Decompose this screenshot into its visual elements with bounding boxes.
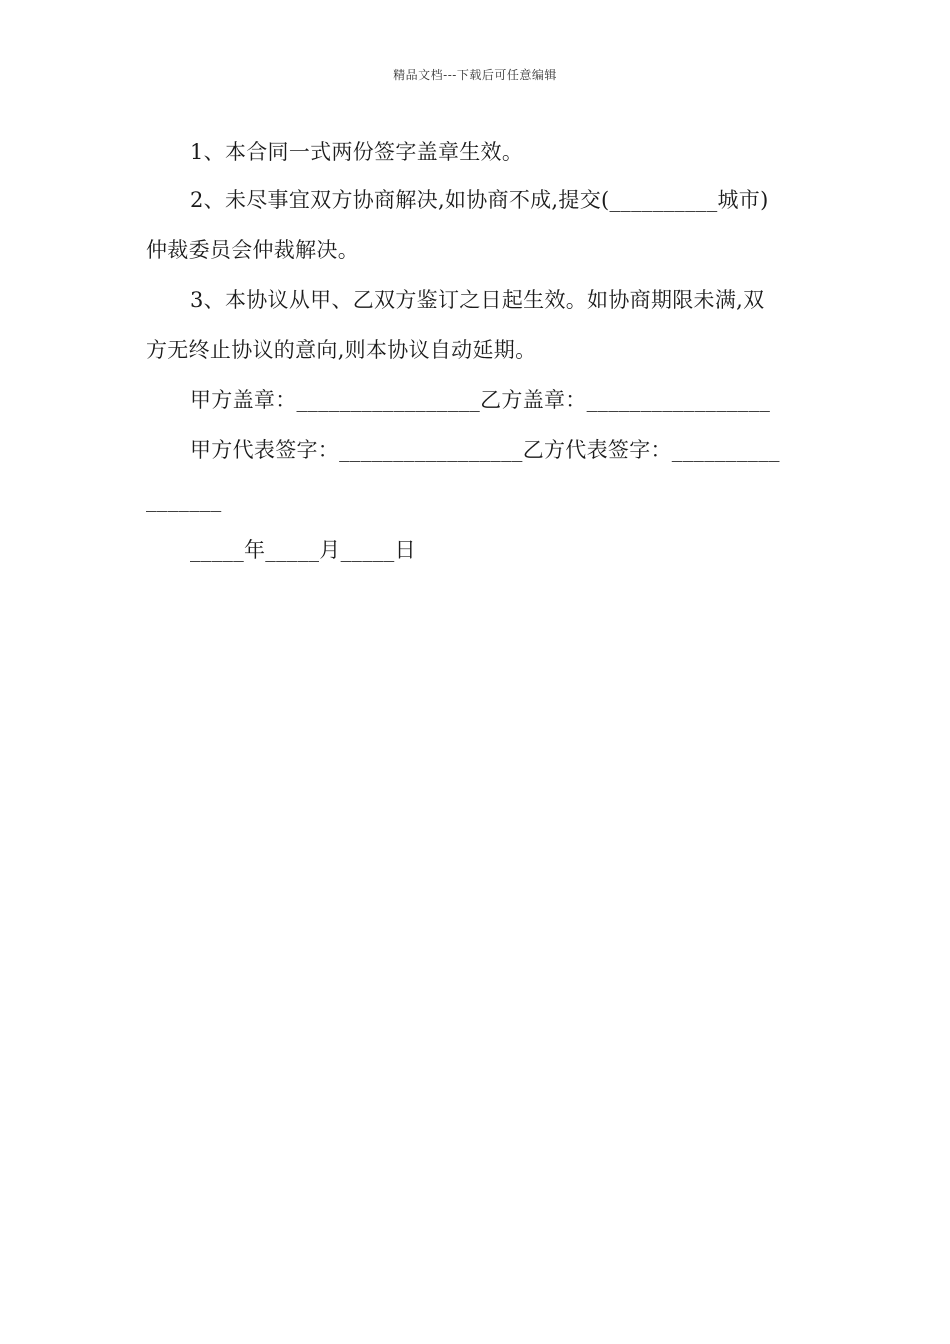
clause-2-line-2: 仲裁委员会仲裁解决。 xyxy=(146,238,359,262)
representative-signature-line: 甲方代表签字：_________________乙方代表签字：__________ xyxy=(190,438,780,462)
clause-3-line-1: 3、本协议从甲、乙双方鉴订之日起生效。如协商期限未满,双 xyxy=(190,288,765,312)
representative-signature-line-continued: _______ xyxy=(146,488,222,512)
page-header: 精品文档---下载后可任意编辑 xyxy=(393,68,557,82)
clause-3-line-2: 方无终止协议的意向,则本协议自动延期。 xyxy=(146,338,537,362)
clause-1: 1、本合同一式两份签字盖章生效。 xyxy=(190,140,524,164)
seal-signature-line: 甲方盖章：_________________乙方盖章：_________________ xyxy=(190,388,771,412)
clause-2-line-1: 2、未尽事宜双方协商解决,如协商不成,提交(__________城市) xyxy=(190,188,769,212)
date-line: _____年_____月_____日 xyxy=(190,538,416,562)
